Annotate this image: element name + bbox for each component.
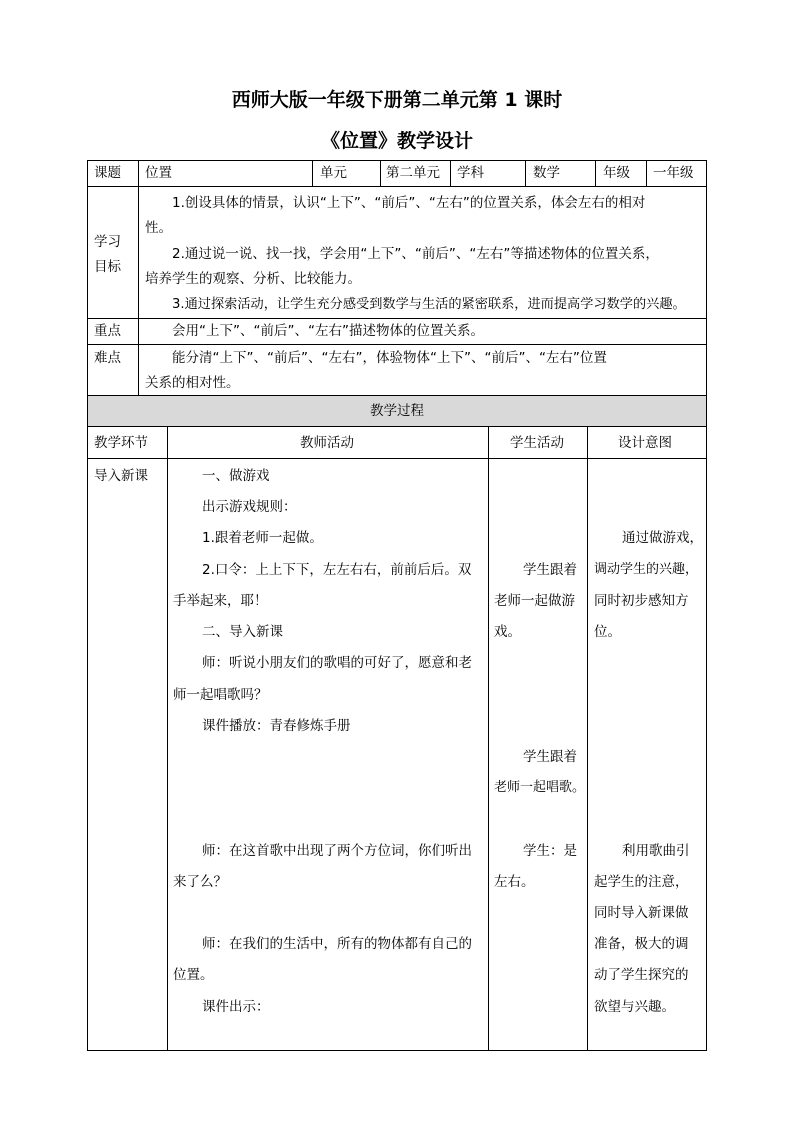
unit-label: 单元	[320, 165, 347, 181]
teacher-line: 出示游戏规则：	[202, 499, 297, 515]
teacher-line: 师一起唱歌吗？	[173, 687, 268, 703]
student-line: 老师一起唱歌。	[494, 780, 586, 795]
teacher-line: 手举起来，耶！	[173, 593, 268, 609]
grade-label: 年级	[603, 165, 630, 181]
intent-line: 调动学生的兴趣，	[594, 562, 699, 577]
goal-line: 培养学生的观察、分析、比较能力。	[145, 271, 361, 287]
difficulty-line: 关系的相对性。	[145, 375, 240, 391]
teacher-line: 课件播放：青春修炼手册	[202, 718, 351, 734]
col-header-section: 教学环节	[94, 435, 148, 451]
student-line: 左右。	[494, 874, 535, 890]
student-line: 戏。	[494, 624, 521, 640]
intent-line: 位。	[594, 624, 621, 640]
intent-line: 利用歌曲引	[622, 843, 690, 859]
teacher-line: 1.跟着老师一起做。	[202, 530, 323, 546]
subject-value: 数学	[533, 165, 560, 181]
section-name: 导入新课	[94, 468, 148, 484]
document-subtitle: 《位置》教学设计	[320, 130, 473, 152]
subject-label: 学科	[457, 165, 484, 181]
teacher-line: 一、做游戏	[202, 468, 270, 484]
difficulty-line: 能分清“上下”、“前后”、“左右”，体验物体“上下”、“前后”、“左右”位置	[172, 350, 607, 366]
teacher-line: 2.口令：上上下下，左左右右，前前后后。双	[202, 562, 472, 578]
teacher-line: 二、导入新课	[202, 624, 283, 640]
difficulty-label: 难点	[94, 350, 121, 366]
goals-label: 学习	[94, 234, 121, 250]
grade-value: 一年级	[653, 165, 694, 181]
student-line: 老师一起做游	[494, 593, 575, 609]
teacher-line: 来了么？	[173, 874, 227, 890]
goal-line: 1.创设具体的情景，认识“上下”、“前后”、“左右”的位置关系，体会左右的相对	[172, 195, 646, 211]
student-line: 学生跟着	[523, 562, 577, 578]
student-line: 学生：是	[523, 843, 577, 859]
intent-line: 同时初步感知方	[594, 593, 689, 609]
teacher-line: 位置。	[173, 967, 214, 983]
teacher-line: 师：听说小朋友们的歌唱的可好了，愿意和老	[202, 655, 472, 671]
goal-line: 2.通过说一说、找一找，学会用“上下”、“前后”、“左右”等描述物体的位置关系，	[172, 246, 659, 262]
intent-line: 同时导入新课做	[594, 905, 689, 921]
topic-value: 位置	[145, 165, 172, 181]
intent-line: 通过做游戏，	[622, 530, 703, 546]
process-header: 教学过程	[370, 403, 424, 419]
col-header-intent: 设计意图	[618, 435, 672, 451]
teacher-line: 师：在我们的生活中，所有的物体都有自己的	[202, 936, 472, 952]
intent-line: 起学生的注意，	[594, 874, 689, 890]
key-point-label: 重点	[94, 323, 121, 339]
intent-line: 欲望与兴趣。	[594, 999, 675, 1015]
intent-line: 动了学生探究的	[594, 967, 689, 983]
col-header-teacher: 教师活动	[300, 435, 354, 451]
key-point-text: 会用“上下”、“前后”、“左右”描述物体的位置关系。	[172, 323, 484, 339]
student-line: 学生跟着	[523, 749, 577, 765]
goals-label-2: 目标	[94, 259, 121, 275]
goal-line: 3.通过探索活动，让学生充分感受到数学与生活的紧密联系，进而提高学习数学的兴趣。	[172, 297, 686, 312]
topic-label: 课题	[94, 165, 121, 181]
unit-value: 第二单元	[386, 165, 440, 181]
document-title: 西师大版一年级下册第二单元第 1 课时	[231, 89, 563, 111]
goal-line: 性。	[145, 220, 172, 236]
teacher-line: 师：在这首歌中出现了两个方位词，你们听出	[202, 843, 472, 859]
teacher-line: 课件出示：	[202, 999, 270, 1015]
col-header-student: 学生活动	[510, 435, 564, 451]
intent-line: 准备，极大的调	[594, 936, 689, 952]
